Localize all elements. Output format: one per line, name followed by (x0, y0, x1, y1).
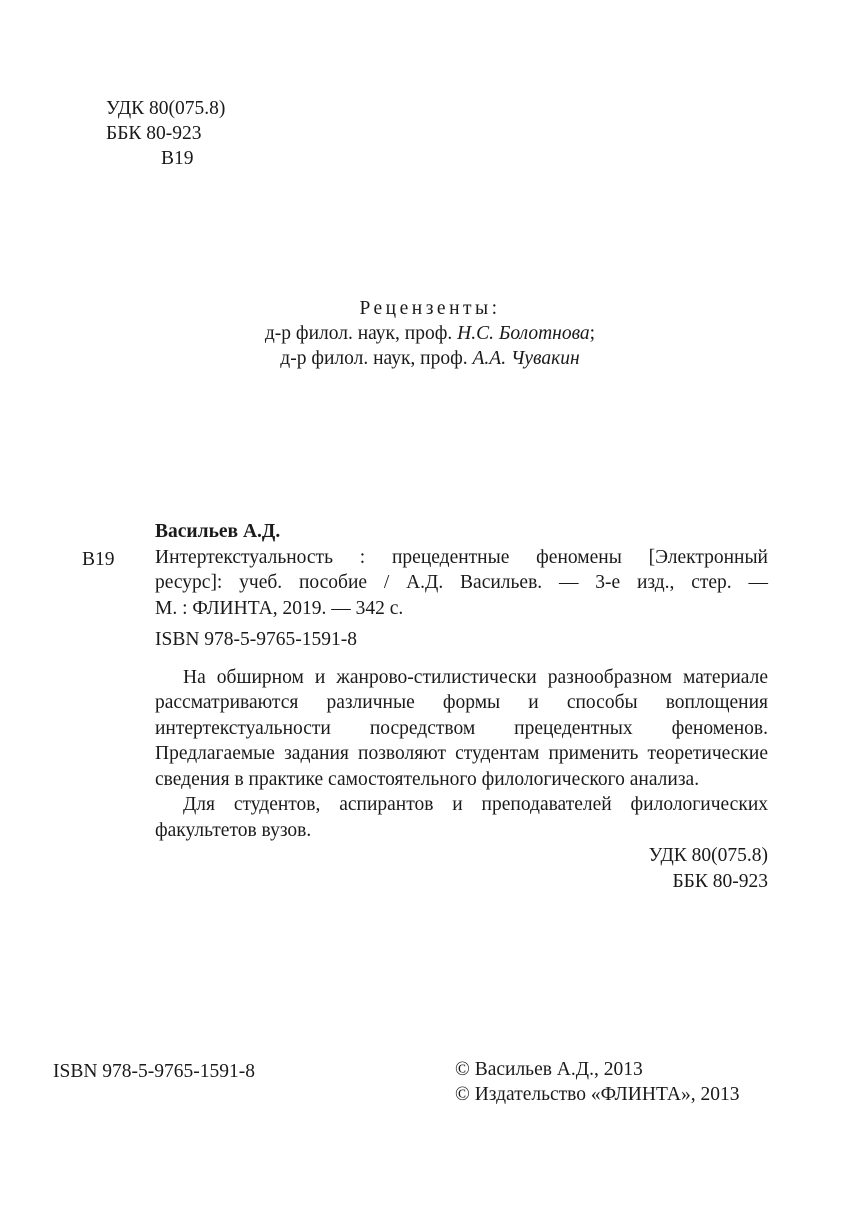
copyright-block (455, 1057, 739, 1107)
reviewers-block (180, 296, 680, 371)
reviewer-2-title: д-р филол. наук, проф. (280, 348, 473, 369)
annotation-paragraph-1: На обширном и жанрово-стилистически разнообразном материале рассматриваются различные формы и способы воплощения интертекстуальности посредством прецедентных феноменов. Предлагаемые задания позволяют студентам применить теоретические сведения в практике самостоятельного филологического анализа. (155, 666, 768, 790)
copyright-publisher: © Издательство «ФЛИНТА», 2013 (455, 1084, 740, 1105)
bib-line-2: ресурс]: учеб. пособие / А.Д. Васильев. — 3-е изд., стер. — (155, 572, 768, 593)
reviewer-2 (180, 346, 680, 371)
card-udk: УДК 80(075.8) (648, 845, 768, 866)
reviewer-2-name: А.А. Чувакин (472, 348, 580, 369)
card-bbk: ББК 80-923 (672, 870, 768, 892)
annotation (155, 665, 768, 844)
author-mark: В19 (161, 148, 194, 169)
copyright-author: © Васильев А.Д., 2013 (455, 1059, 643, 1080)
catalog-card (155, 519, 768, 894)
bib-line-3: М. : ФЛИНТА, 2019. — 342 с. (155, 597, 404, 619)
annotation-paragraph-2: Для студентов, аспирантов и преподавателей филологических факультетов вузов. (155, 794, 768, 841)
card-isbn: ISBN 978-5-9765-1591-8 (155, 629, 358, 650)
card-author-mark: В19 (82, 549, 115, 570)
card-author: Васильев А.Д. (155, 521, 281, 542)
bib-line-1: Интертекстуальность : прецедентные феномены [Электронный (155, 546, 768, 568)
reviewer-1-title: д-р филол. наук, проф. (264, 323, 458, 344)
reviewer-1 (180, 321, 680, 346)
bbk-code: ББК 80-923 (106, 123, 202, 144)
reviewer-1-end: ; (589, 323, 596, 344)
footer-isbn: ISBN 978-5-9765-1591-8 (53, 1061, 256, 1082)
udk-code: УДК 80(075.8) (106, 98, 226, 119)
reviewer-1-name: Н.С. Болотнова (457, 323, 590, 344)
classification-block (106, 96, 225, 171)
reviewers-heading: Рецензенты: (359, 298, 501, 319)
